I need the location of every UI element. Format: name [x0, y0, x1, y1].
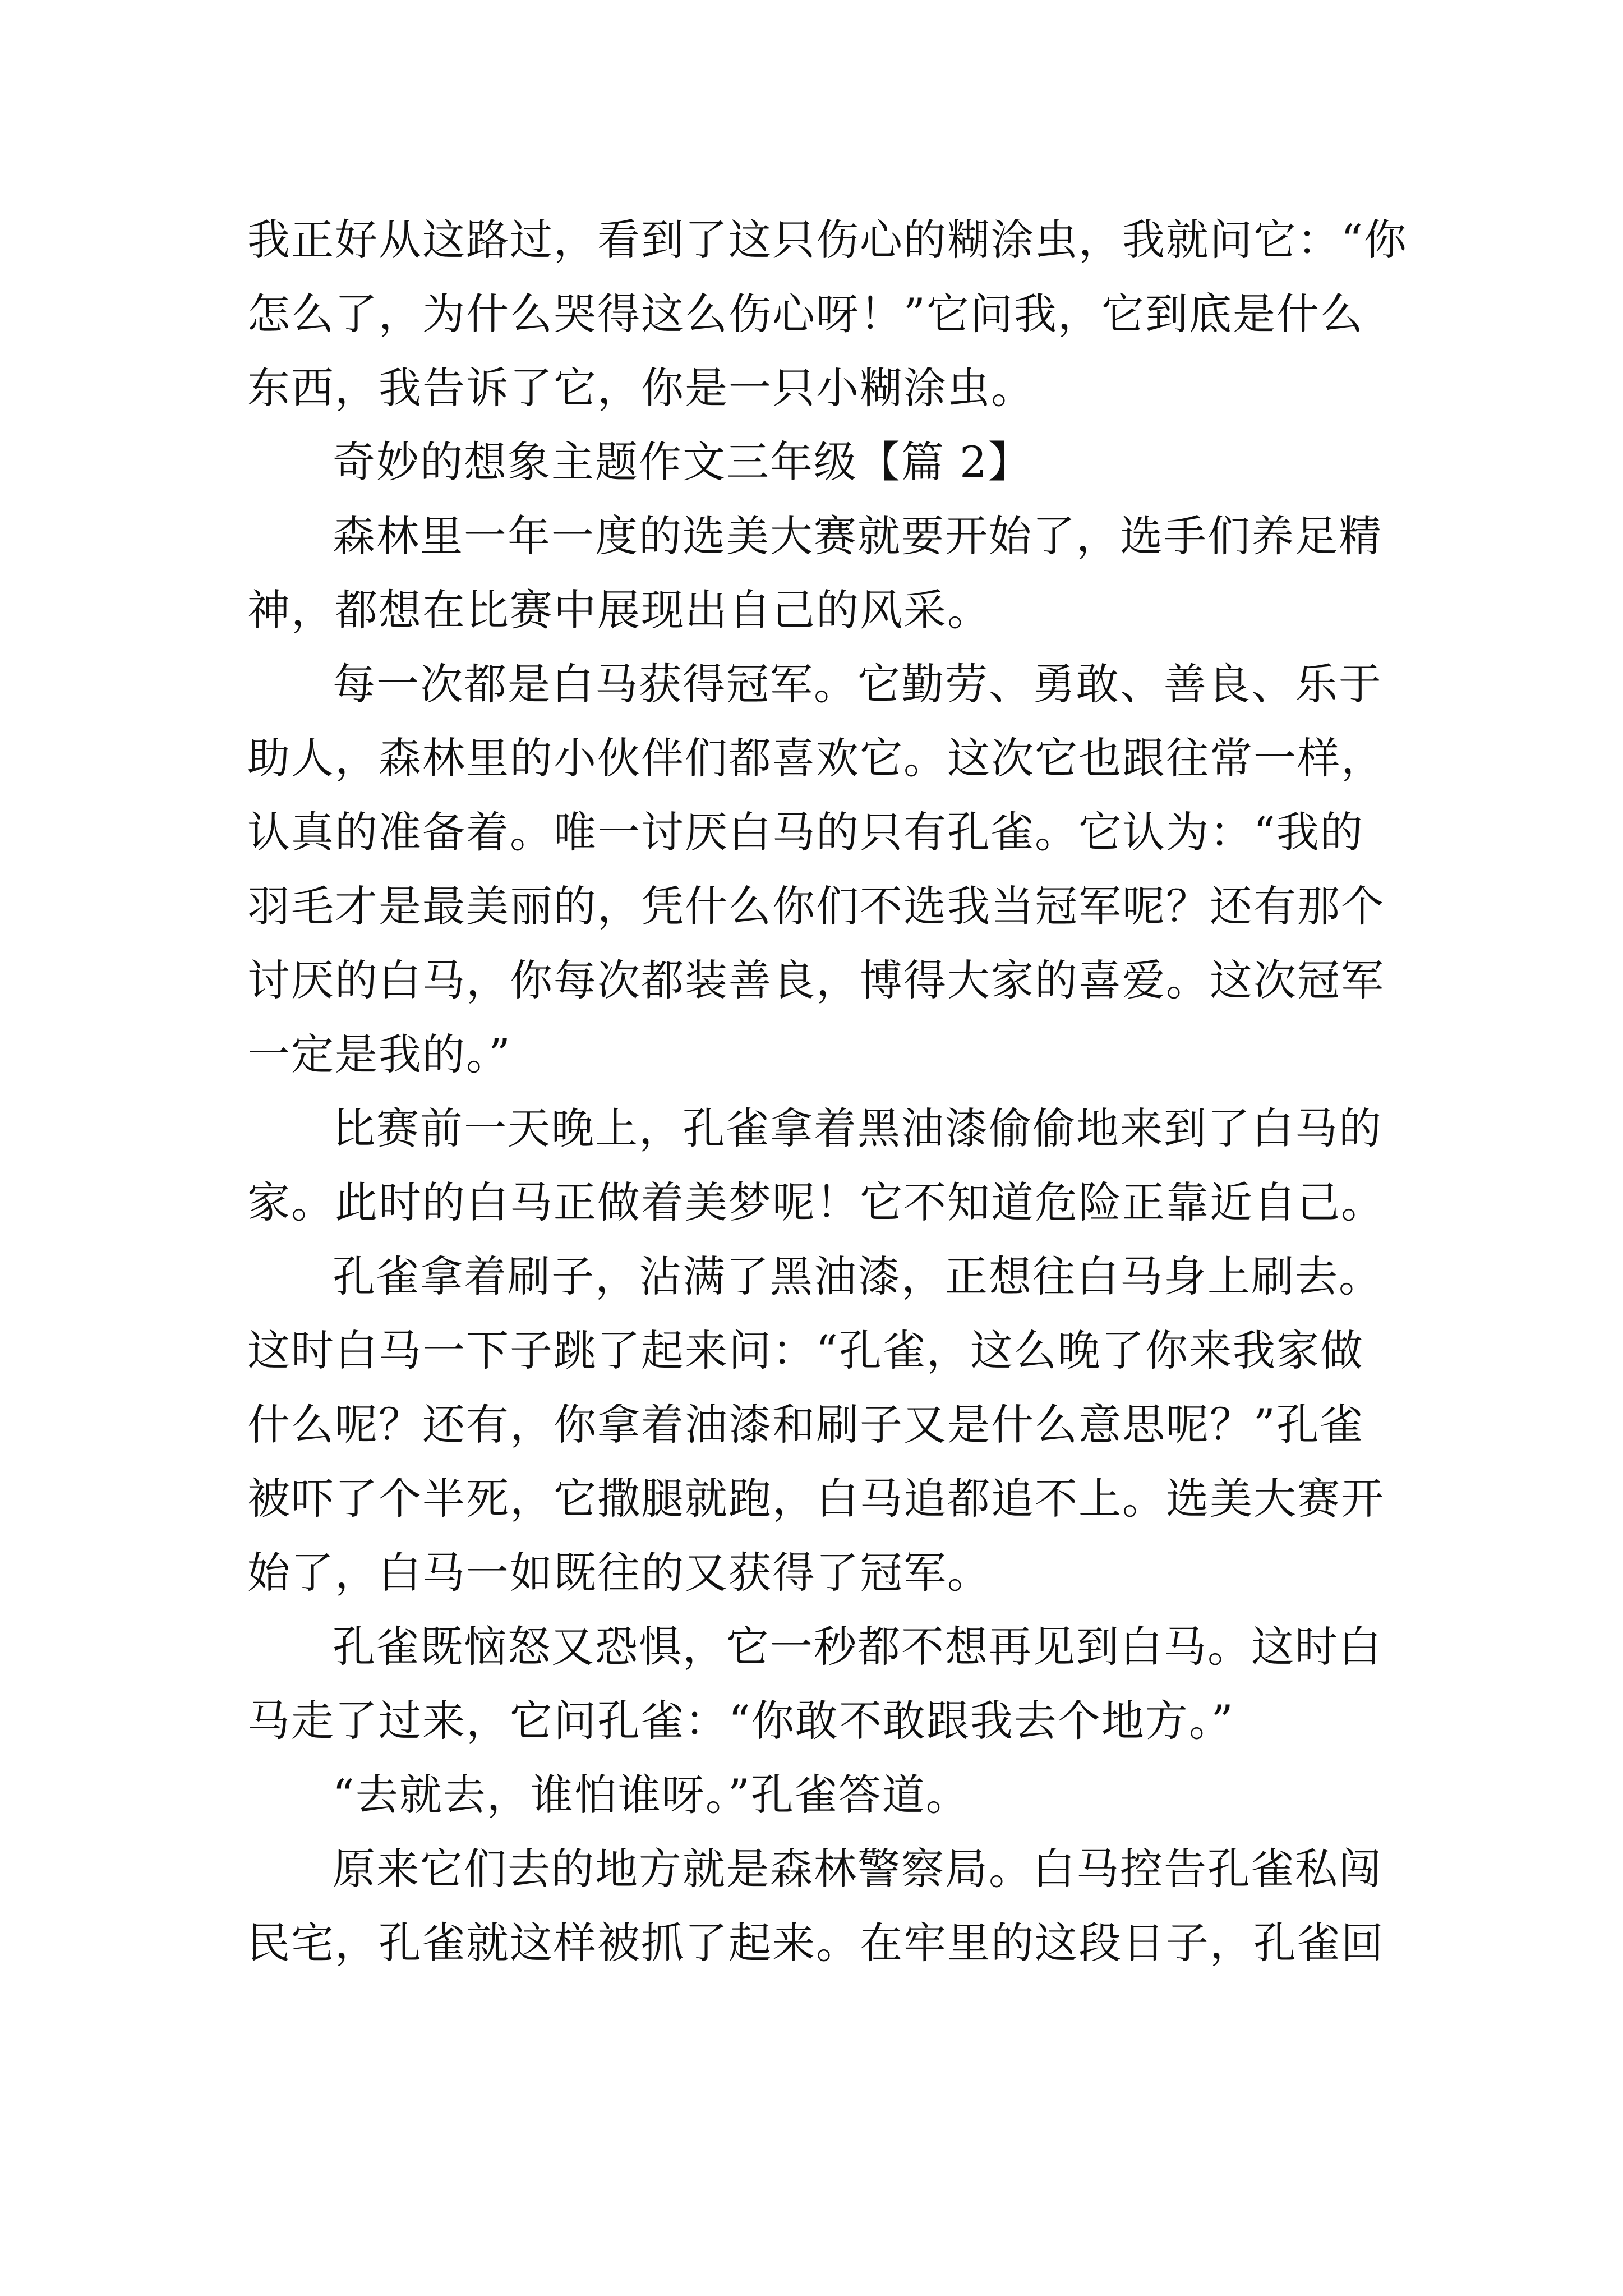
text-line: 讨厌的白马，你每次都装善良，博得大家的喜爱。这次冠军: [247, 955, 1385, 1005]
text-line: 每一次都是白马获得冠军。它勤劳、勇敢、善良、乐于: [333, 659, 1382, 709]
text-line: 原来它们去的地方就是森林警察局。白马控告孔雀私闯: [333, 1844, 1382, 1894]
text-line: 一定是我的。”: [247, 1029, 511, 1079]
text-line: 助人，森林里的小伙伴们都喜欢它。这次它也跟往常一样，: [247, 733, 1385, 783]
text-line: 神，都想在比赛中展现出自己的风采。: [247, 585, 991, 635]
text-line: 被吓了个半死，它撒腿就跑，白马追都追不上。选美大赛开: [247, 1474, 1385, 1524]
text-line: 怎么了，为什么哭得这么伤心呀！”它问我，它到底是什么: [247, 289, 1364, 339]
text-line: 森林里一年一度的选美大赛就要开始了，选手们养足精: [333, 511, 1382, 561]
text-line: 认真的准备着。唯一讨厌白马的只有孔雀。它认为：“我的: [247, 807, 1364, 857]
essay-text: [247, 203, 1408, 1980]
text-line: 始了，白马一如既往的又获得了冠军。: [247, 1548, 991, 1598]
text-line: 比赛前一天晚上，孔雀拿着黑油漆偷偷地来到了白马的: [333, 1103, 1382, 1153]
text-line: 这时白马一下子跳了起来问：“孔雀，这么晚了你来我家做: [247, 1326, 1364, 1375]
section-title: 奇妙的想象主题作文三年级【篇 2】: [333, 437, 1032, 487]
text-line: 孔雀既恼怒又恐惧，它一秒都不想再见到白马。这时白: [333, 1622, 1382, 1672]
text-line: 东西，我告诉了它，你是一只小糊涂虫。: [247, 363, 1035, 413]
text-line: 家。此时的白马正做着美梦呢！它不知道危险正靠近自己。: [247, 1177, 1385, 1227]
text-line: 马走了过来，它问孔雀：“你敢不敢跟我去个地方。”: [247, 1696, 1234, 1746]
text-line: “去就去，谁怕谁呀。”孔雀答道。: [333, 1770, 970, 1820]
text-line: 羽毛才是最美丽的，凭什么你们不选我当冠军呢？还有那个: [247, 881, 1385, 931]
text-line: 孔雀拿着刷子，沾满了黑油漆，正想往白马身上刷去。: [333, 1251, 1382, 1301]
text-line: 民宅，孔雀就这样被抓了起来。在牢里的这段日子，孔雀回: [247, 1918, 1385, 1968]
text-line: 我正好从这路过，看到了这只伤心的糊涂虫，我就问它：“你: [247, 215, 1408, 265]
text-line: 什么呢？还有，你拿着油漆和刷子又是什么意思呢？”孔雀: [247, 1400, 1364, 1450]
